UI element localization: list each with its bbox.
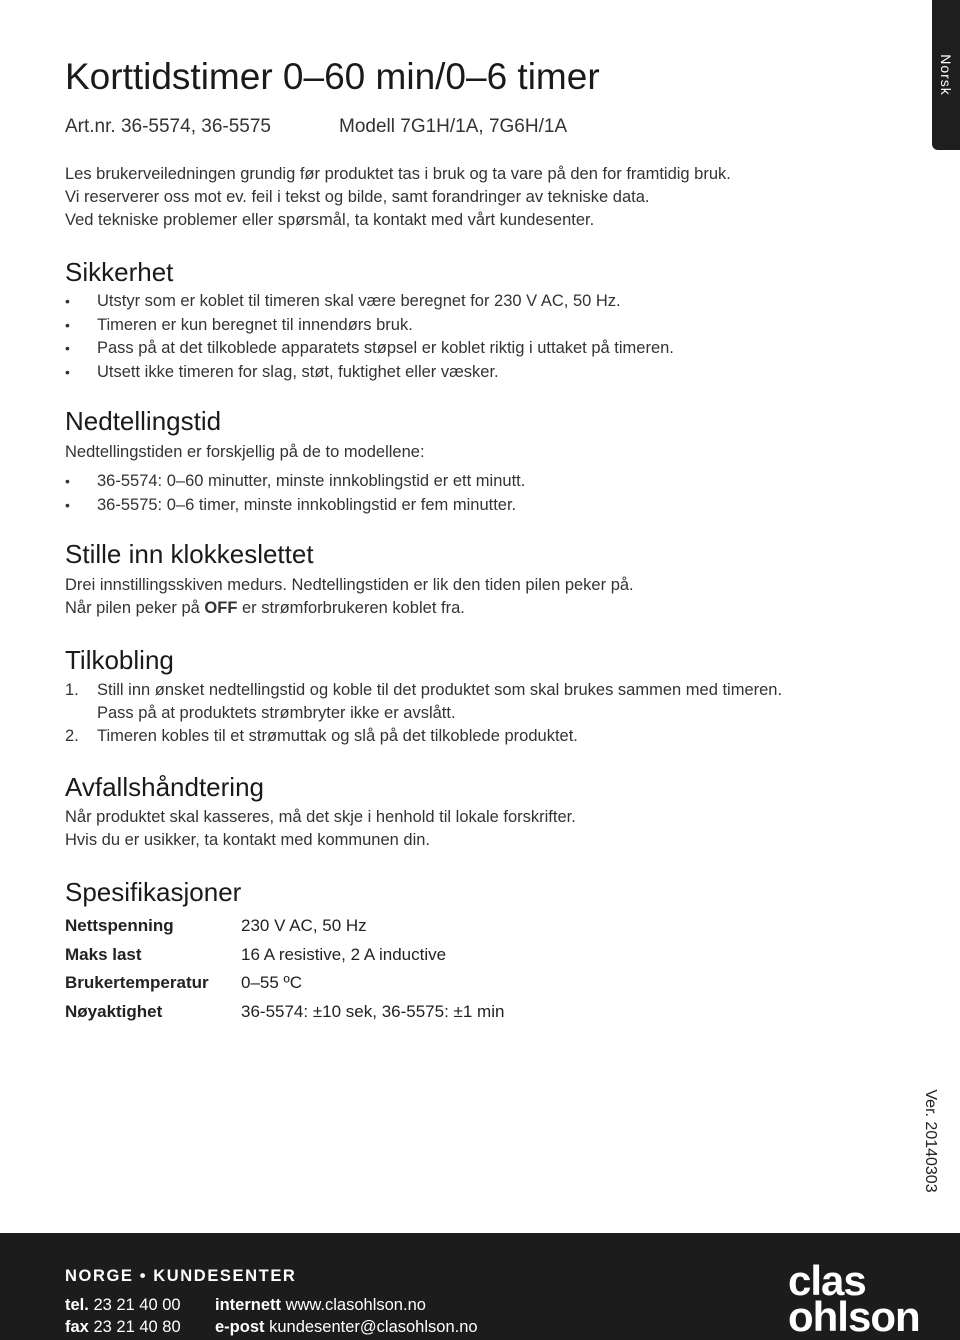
fax-number: 23 21 40 80 xyxy=(93,1318,181,1336)
footer xyxy=(0,1233,960,1340)
spec-key: Maks last xyxy=(65,944,142,964)
tel-number: 23 21 40 00 xyxy=(93,1296,181,1314)
list-line: Pass på at produktets strømbryter ikke er avslått. xyxy=(97,704,456,722)
countdown-text xyxy=(65,441,425,464)
version-text: Ver. 20140303 xyxy=(922,1089,939,1193)
set-time-line-1: Drei innstillingsskiven medurs. Nedtellingstiden er lik den tiden pilen peker på. xyxy=(65,576,634,594)
spec-key: Brukertemperatur xyxy=(65,973,209,992)
email-link[interactable]: kundesenter@clasohlson.no xyxy=(269,1318,478,1336)
text-span: er strømforbrukeren koblet fra. xyxy=(237,599,465,617)
web-link[interactable]: www.clasohlson.no xyxy=(285,1296,426,1314)
logo-line: ohlson xyxy=(788,1293,920,1340)
list-number: 2. xyxy=(65,727,79,745)
spec-value: 36-5574: ±10 sek, 36-5575: ±1 min xyxy=(241,1001,505,1021)
model-number: Modell 7G1H/1A, 7G6H/1A xyxy=(339,116,568,137)
spec-row xyxy=(65,912,367,941)
fax-label: fax xyxy=(65,1318,89,1336)
footer-contact-row-1 xyxy=(65,1296,426,1315)
waste-line: Når produktet skal kasseres, må det skje i henhold til lokale forskrifter. xyxy=(65,808,576,826)
list-item: • Utstyr som er koblet til timeren skal være beregnet for 230 V AC, 50 Hz. xyxy=(65,290,674,314)
tel-label: tel. xyxy=(65,1296,89,1314)
waste-heading: Avfallshåndtering xyxy=(65,772,264,802)
list-item: • 36-5574: 0–60 minutter, minste innkoblingstid er ett minutt. xyxy=(65,470,525,494)
connect-list xyxy=(65,679,782,748)
article-info xyxy=(65,116,568,138)
spec-key: Nøyaktighet xyxy=(65,1001,163,1021)
spec-key: Nettspenning xyxy=(65,916,174,935)
spec-row xyxy=(65,941,447,970)
specs-table xyxy=(65,912,505,1026)
spec-row xyxy=(65,969,303,998)
specs-heading: Spesifikasjoner xyxy=(65,877,242,907)
web-label: internett xyxy=(215,1296,281,1314)
set-time-line-2 xyxy=(65,597,634,620)
list-item xyxy=(65,725,782,748)
intro-line: Les brukerveiledningen grundig før produktet tas i bruk og ta vare på den for framtidig bruk. xyxy=(65,165,731,183)
text-span: Når pilen peker på xyxy=(65,599,205,617)
list-item: • Timeren er kun beregnet til innendørs bruk. xyxy=(65,314,674,338)
intro-line: Ved tekniske problemer eller spørsmål, ta kontakt med vårt kundesenter. xyxy=(65,211,595,229)
off-label: OFF xyxy=(204,599,238,617)
page-title: Korttidstimer 0–60 min/0–6 timer xyxy=(65,56,600,97)
set-time-text xyxy=(65,574,634,620)
language-tab-label: Norsk xyxy=(938,54,954,96)
intro-line: Vi reserverer oss mot ev. feil i tekst og bilde, samt forandringer av tekniske data. xyxy=(65,188,650,206)
logo-line: clas xyxy=(788,1257,866,1304)
email-label: e-post xyxy=(215,1318,265,1336)
spec-row xyxy=(65,998,505,1027)
list-item: • Pass på at det tilkoblede apparatets støpsel er koblet riktig i uttaket på timeren. xyxy=(65,337,674,361)
intro-text xyxy=(65,163,731,232)
spec-value: 230 V AC, 50 Hz xyxy=(241,916,367,935)
safety-list xyxy=(65,290,674,384)
list-item: • 36-5575: 0–6 timer, minste innkoblingstid er fem minutter. xyxy=(65,494,525,518)
article-number: Art.nr. 36-5574, 36-5575 xyxy=(65,116,271,137)
countdown-heading: Nedtellingstid xyxy=(65,406,222,436)
list-line: Timeren kobles til et strømuttak og slå på det tilkoblede produktet. xyxy=(97,727,578,745)
safety-heading: Sikkerhet xyxy=(65,257,174,287)
language-tab xyxy=(932,0,960,150)
waste-text xyxy=(65,806,576,852)
footer-contact-row-2 xyxy=(65,1318,478,1337)
list-line: Still inn ønsket nedtellingstid og koble til det produktet som skal brukes sammen med timeren. xyxy=(97,681,783,699)
spec-value: 0–55 ºC xyxy=(241,973,303,992)
email-contact xyxy=(215,1318,478,1337)
set-time-heading: Stille inn klokkeslettet xyxy=(65,539,314,569)
list-item xyxy=(65,679,782,725)
waste-line: Hvis du er usikker, ta kontakt med kommunen din. xyxy=(65,831,430,849)
countdown-intro: Nedtellingstiden er forskjellig på de to modellene: xyxy=(65,443,425,461)
list-item: • Utsett ikke timeren for slag, støt, fuktighet eller væsker. xyxy=(65,361,674,385)
web-contact xyxy=(215,1296,426,1315)
clas-ohlson-logo xyxy=(788,1257,920,1340)
spec-value: 16 A resistive, 2 A inductive xyxy=(241,944,447,964)
countdown-list xyxy=(65,470,525,517)
connect-heading: Tilkobling xyxy=(65,645,174,675)
list-number: 1. xyxy=(65,681,79,699)
footer-title: NORGE • KUNDESENTER xyxy=(65,1267,297,1285)
